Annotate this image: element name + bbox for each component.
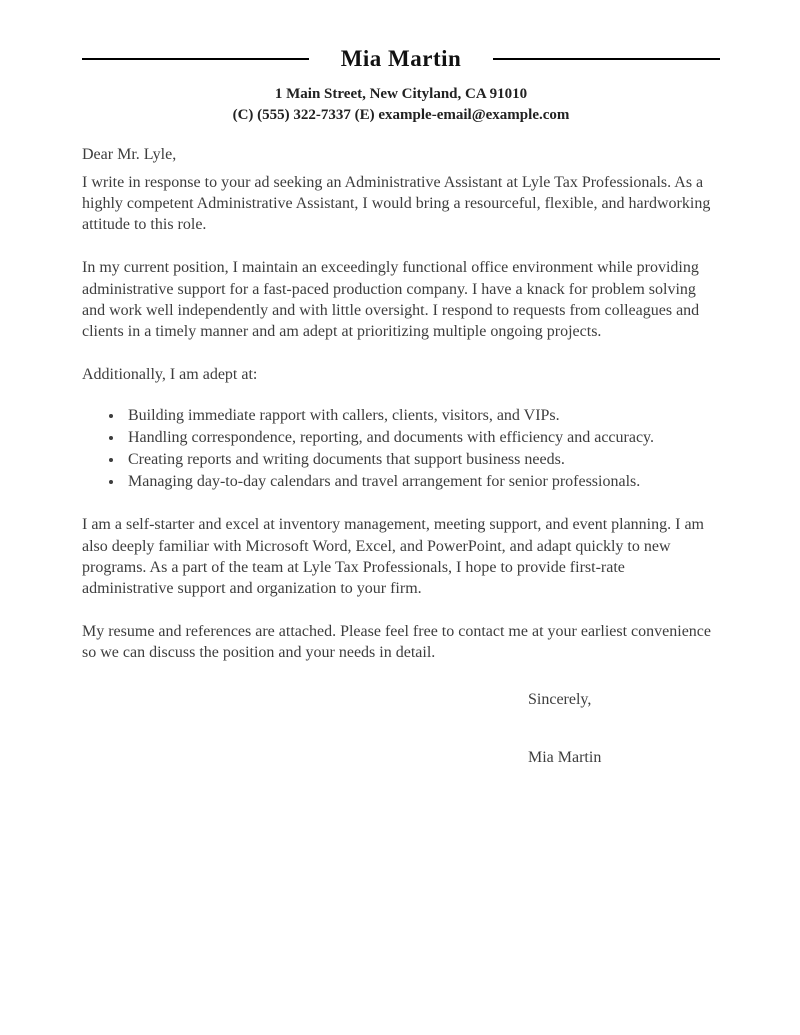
letter-body <box>82 144 720 768</box>
bullets-intro: Additionally, I am adept at: <box>82 365 258 383</box>
signature-name: Mia Martin <box>528 749 602 767</box>
salutation: Dear Mr. Lyle, <box>82 146 177 163</box>
list-item: • Managing day-to-day calendars and travel arrangement for senior professionals. <box>124 471 720 492</box>
letter-header <box>82 46 720 126</box>
applicant-address: 1 Main Street, New Cityland, CA 91010 <box>274 86 528 102</box>
applicant-contact-line: (C) (555) 322-7337 (E) example-email@example.com <box>232 107 570 123</box>
paragraph-resume-attached: My resume and references are attached. Please feel free to contact me at your earliest convenience so we can discuss the position and your needs in detail. <box>82 622 711 661</box>
paragraph-current-position: In my current position, I maintain an exceedingly functional office environment while providing administrative support for a fast-paced production company. I have a knack for problem solving and work well independently and with little oversight. I respond to requests from colleagues and clients in a timely manner and am adept at prioritizing multiple ongoing projects. <box>82 259 700 340</box>
paragraph-intro: I write in response to your ad seeking an Administrative Assistant at Lyle Tax Professionals. As a highly competent Administrative Assistant, I would bring a resourceful, flexible, and hardworking attitude to this role. <box>82 174 711 234</box>
header-rule-right <box>493 58 720 60</box>
name-header-row <box>82 46 720 72</box>
signoff: Sincerely, <box>528 691 592 709</box>
list-item: • Handling correspondence, reporting, and documents with efficiency and accuracy. <box>124 427 720 448</box>
list-item: • Creating reports and writing documents that support business needs. <box>124 449 720 470</box>
skills-bullet-list <box>82 405 720 492</box>
paragraph-self-starter: I am a self-starter and excel at inventory management, meeting support, and event planning. I am also deeply familiar with Microsoft Word, Excel, and PowerPoint, and adapt quickly to new programs. As a part of the team at Lyle Tax Professionals, I hope to provide first-rate administrative support and organization to your firm. <box>82 516 704 597</box>
applicant-name-heading: Mia Martin <box>340 46 462 71</box>
list-item: • Building immediate rapport with callers, clients, visitors, and VIPs. <box>124 405 720 426</box>
header-rule-left <box>82 58 309 60</box>
